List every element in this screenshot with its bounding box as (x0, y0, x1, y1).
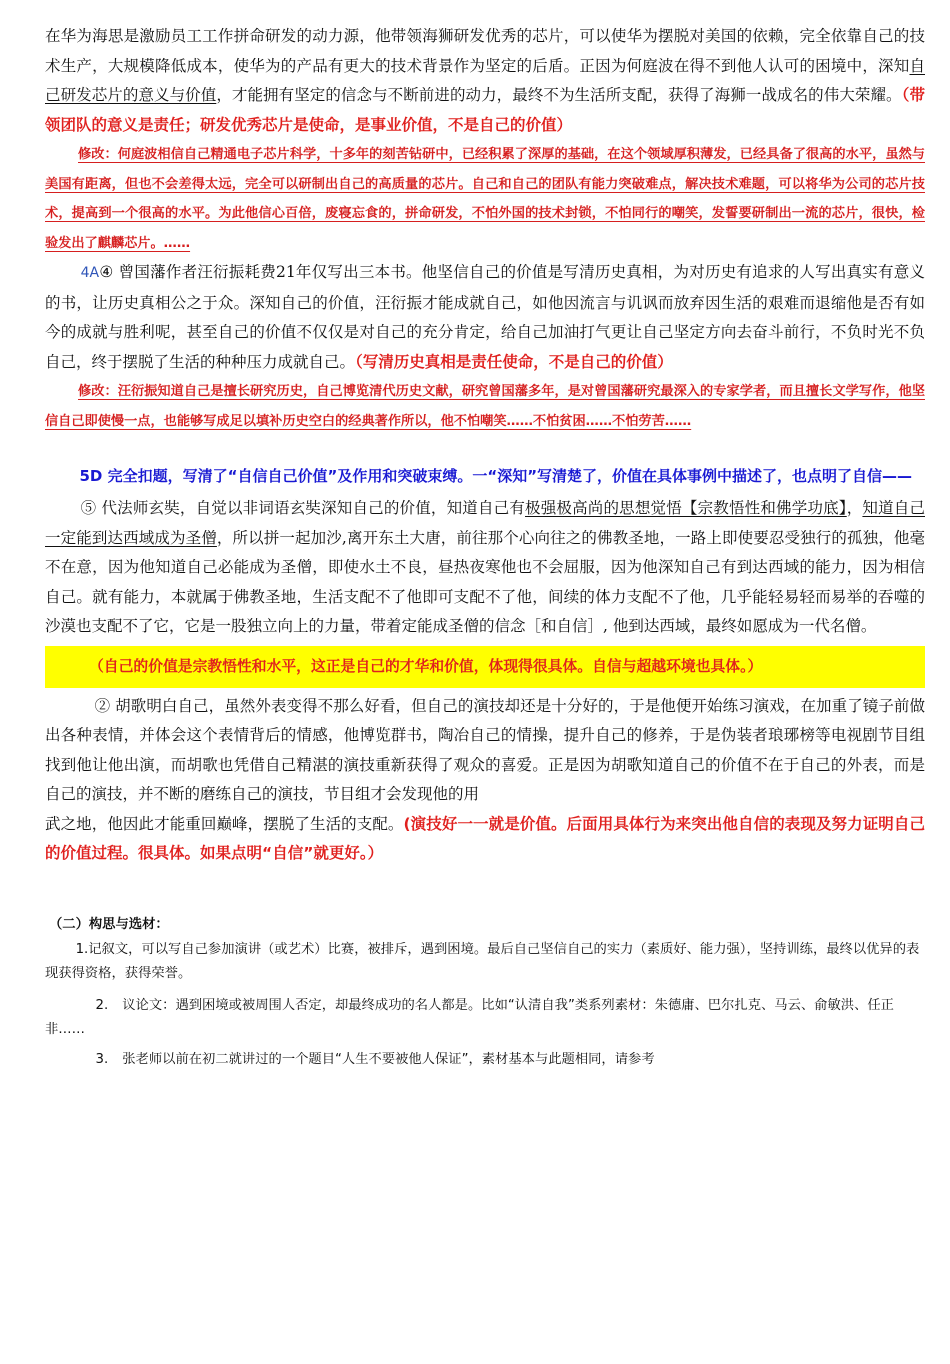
list-item-number: 2. (95, 997, 109, 1013)
revision-note-huawei: 修改：何庭波相信自己精通电子芯片科学，十多年的刻苦钻研中，已经积累了深厚的基础，在这个领域厚积薄发，已经具备了很高的水平，虽然与美国有距离，但也不会差得太远，完全可以研制出自己的高质量的芯片。自己和自己的团队有能力突破难点，解决技术难题，可以将华为公司的芯片技术，提高到一个很高的水平。为此他信心百倍，废寝忘食的，拼命研发，不怕外国的技术封锁，不怕同行的嘲笑，发誓要研制出一流的芯片，很快，检验发出了麒麟芯片。…… (45, 147, 925, 251)
paragraph-text: ， (846, 499, 863, 517)
paragraph-xuanzang (45, 494, 925, 642)
paragraph-text: 武之地，他因此才能重回巅峰，摆脱了生活的支配。 (45, 814, 404, 833)
paragraph-text: 在华为海思是激励员工工作拼命研发的动力源，他带领海狮研发优秀的芯片，可以使华为摆脱对美国的依赖，完全依靠自己的技术生产，大规模降低成本，使华为的产品有更大的技术背景作为坚定的后盾。正因为何庭波在得不到他人认可的困境中，深知 (45, 27, 925, 75)
list-item-text: 张老师以前在初二就讲过的一个题目“人生不要被他人保证”，素材基本与此题相同，请参考 (122, 1051, 655, 1067)
teacher-comment: （写清历史真相是责任使命，不是自己的价值） (355, 352, 673, 371)
paragraph-text: ② 胡歌明白自己，虽然外表变得不那么好看，但自己的演技却还是十分好的，于是他便开始练习演戏，在加重了镜子前做出各种表情，并体会这个表情背后的情感，他博览群书，陶冶自己的情操，提升自己的修养，于是伪装者琅琊榜等电视剧节目组找到他让他出演，而胡歌也凭借自己精湛的演技重新获得了观众的喜爱。正是因为胡歌知道自己的价值不在于自己的外表，而是自己的演技，并不断的磨练自己的演技，节目组才会发现他的用 (45, 696, 925, 803)
paragraph-text: ，才能拥有坚定的信念与不断前进的动力，最终不为生活所支配，获得了海狮一战成名的伟大荣耀。 (216, 86, 902, 104)
teacher-comment: （带领团队的意义是责任；研发优秀芯片是使命，是事业价值，不是自己的价值） (45, 86, 925, 134)
paragraph-text: ④ 曾国藩作者汪衍振耗费21年仅写出三本书。他坚信自己的价值是写清历史真相，为对历史有追求的人写出真实有意义的书，让历史真相公之于众。深知自己的价值，汪衍振才能成就自己，如他因流言与讥讽而放弃因生活的艰难而退缩他是否有如今的成就与胜利呢，甚至自己的价值不仅仅是对自己的充分肯定，给自己加油打气更让自己坚定方向去奋斗前行，不负时光不负自己，终于摆脱了生活的种种压力成就自己。 (45, 263, 925, 371)
underlined-phrase: 极强极高尚的思想觉悟【宗教悟性和佛学功底】 (525, 499, 847, 517)
paragraph-text: ⑤ 代法师玄奘，自觉以非词语玄奘深知自己的价值，知道自己有 (80, 499, 526, 517)
section-heading: （二）构思与选材： (49, 916, 169, 932)
grade-comment-5d: 5D 完全扣题，写清了“自信自己价值”及作用和突破束缚。一“深知”写清楚了，价值在具体事例中描述了，也点明了自信—— (79, 467, 913, 485)
list-item (45, 938, 925, 986)
grade-label: 4A (80, 265, 100, 281)
list-item-text: 1.记叙文，可以写自己参加演讲（或艺术）比赛，被排斥，遇到困境。最后自己坚信自己的实力（素质好、能力强），坚持训练，最终以优异的表现获得资格，获得荣誉。 (45, 941, 920, 981)
paragraph-hu-ge (45, 692, 925, 869)
revision-note-wang: 修改：汪衍振知道自己是擅长研究历史，自己博览清代历史文献，研究曾国藩多年，是对曾国藩研究最深入的专家学者，而且擅长文学写作，他坚信自己即使慢一点，也能够写成足以填补历史空白的经典著作所以，他不怕嘲笑……不怕贫困……不怕劳苦…… (45, 384, 925, 429)
underlined-phrase: 自己研发芯片的意义与价值 (45, 56, 925, 104)
list-item-number: 3. (95, 1051, 109, 1067)
teacher-comment: (演技好一一就是价值。后面用具体行为来突出他自信的表现及努力证明自己的价值过程。很具体。如果点明“自信”就更好。） (45, 814, 925, 862)
document-page (45, 22, 925, 1072)
highlighted-comment: （自己的价值是宗教悟性和水平，这正是自己的才华和价值，体现得很具体。自信与超越环境也具体。） (45, 646, 925, 688)
paragraph-huawei (45, 22, 925, 140)
list-item-text: 议论文：遇到困境或被周围人否定，却最终成功的名人都是。比如“认清自我”类系列素材：朱德庸、巴尔扎克、马云、俞敏洪、任正非…… (45, 997, 894, 1037)
paragraph-zeng-guofan (45, 258, 925, 377)
paragraph-text: ，所以拼一起加沙,离开东土大唐，前往那个心向往之的佛教圣地，一路上即使要忍受独行的孤独，他毫不在意，因为他知道自己必能成为圣僧，即使水土不良，昼热夜寒他也不会屈服，因为他深知自己有到达西域的能力，因为相信自己。就有能力，本就属于佛教圣地，生活支配不了他即可支配不了他，间续的体力支配不了他，几乎能轻易轻而易举的吞噬的沙漠也支配不了它，它是一股独立向上的力量，带着定能成圣僧的信念［和自信］, 他到达西域，最终如愿成为一代名僧。 (45, 528, 925, 635)
list-item (45, 994, 925, 1042)
underlined-phrase: 知道自己一定能到达西域成为圣僧 (45, 499, 925, 547)
list-item (45, 1048, 925, 1072)
